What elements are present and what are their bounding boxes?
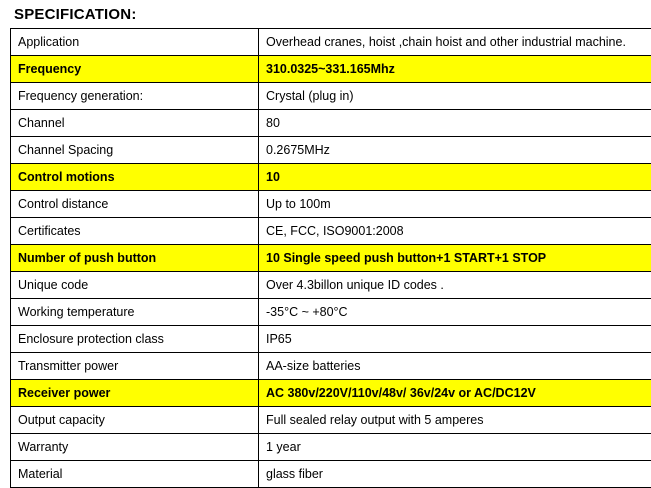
spec-value-cell: Overhead cranes, hoist ,chain hoist and other industrial machine. — [259, 29, 651, 56]
table-row — [11, 191, 651, 218]
spec-value-cell: 310.0325~331.165Mhz — [259, 56, 651, 83]
table-row — [11, 83, 651, 110]
table-row — [11, 461, 651, 488]
table-row — [11, 380, 651, 407]
spec-label-cell: Enclosure protection class — [11, 326, 259, 353]
spec-value-cell: Over 4.3billon unique ID codes . — [259, 272, 651, 299]
table-row — [11, 218, 651, 245]
spec-value-cell: AC 380v/220V/110v/48v/ 36v/24v or AC/DC12V — [259, 380, 651, 407]
spec-label-cell: Transmitter power — [11, 353, 259, 380]
spec-value-cell: 10 — [259, 164, 651, 191]
spec-value-cell: 10 Single speed push button+1 START+1 STOP — [259, 245, 651, 272]
table-row — [11, 434, 651, 461]
spec-label-cell: Control motions — [11, 164, 259, 191]
spec-label-cell: Frequency generation: — [11, 83, 259, 110]
spec-label-cell: Frequency — [11, 56, 259, 83]
spec-value-cell: Up to 100m — [259, 191, 651, 218]
table-row — [11, 29, 651, 56]
spec-value-cell: Full sealed relay output with 5 amperes — [259, 407, 651, 434]
spec-label-cell: Warranty — [11, 434, 259, 461]
spec-label-cell: Material — [11, 461, 259, 488]
spec-label-cell: Channel — [11, 110, 259, 137]
spec-value-cell: IP65 — [259, 326, 651, 353]
table-row — [11, 299, 651, 326]
table-row — [11, 245, 651, 272]
table-row — [11, 56, 651, 83]
spec-value-cell: 1 year — [259, 434, 651, 461]
specification-table-body — [11, 29, 651, 488]
spec-label-cell: Receiver power — [11, 380, 259, 407]
page-title: SPECIFICATION: — [14, 6, 645, 23]
table-row — [11, 272, 651, 299]
spec-label-cell: Unique code — [11, 272, 259, 299]
spec-value-cell: Crystal (plug in) — [259, 83, 651, 110]
spec-value-cell: 80 — [259, 110, 651, 137]
table-row — [11, 326, 651, 353]
table-row — [11, 353, 651, 380]
table-row — [11, 137, 651, 164]
spec-value-cell: AA-size batteries — [259, 353, 651, 380]
spec-value-cell: -35°C ~ +80°C — [259, 299, 651, 326]
specification-table — [10, 28, 651, 488]
spec-label-cell: Certificates — [11, 218, 259, 245]
spec-label-cell: Control distance — [11, 191, 259, 218]
spec-value-cell: glass fiber — [259, 461, 651, 488]
spec-value-cell: CE, FCC, ISO9001:2008 — [259, 218, 651, 245]
table-row — [11, 407, 651, 434]
table-row — [11, 164, 651, 191]
spec-label-cell: Number of push button — [11, 245, 259, 272]
spec-label-cell: Application — [11, 29, 259, 56]
spec-value-cell: 0.2675MHz — [259, 137, 651, 164]
table-row — [11, 110, 651, 137]
spec-label-cell: Working temperature — [11, 299, 259, 326]
spec-label-cell: Output capacity — [11, 407, 259, 434]
spec-label-cell: Channel Spacing — [11, 137, 259, 164]
